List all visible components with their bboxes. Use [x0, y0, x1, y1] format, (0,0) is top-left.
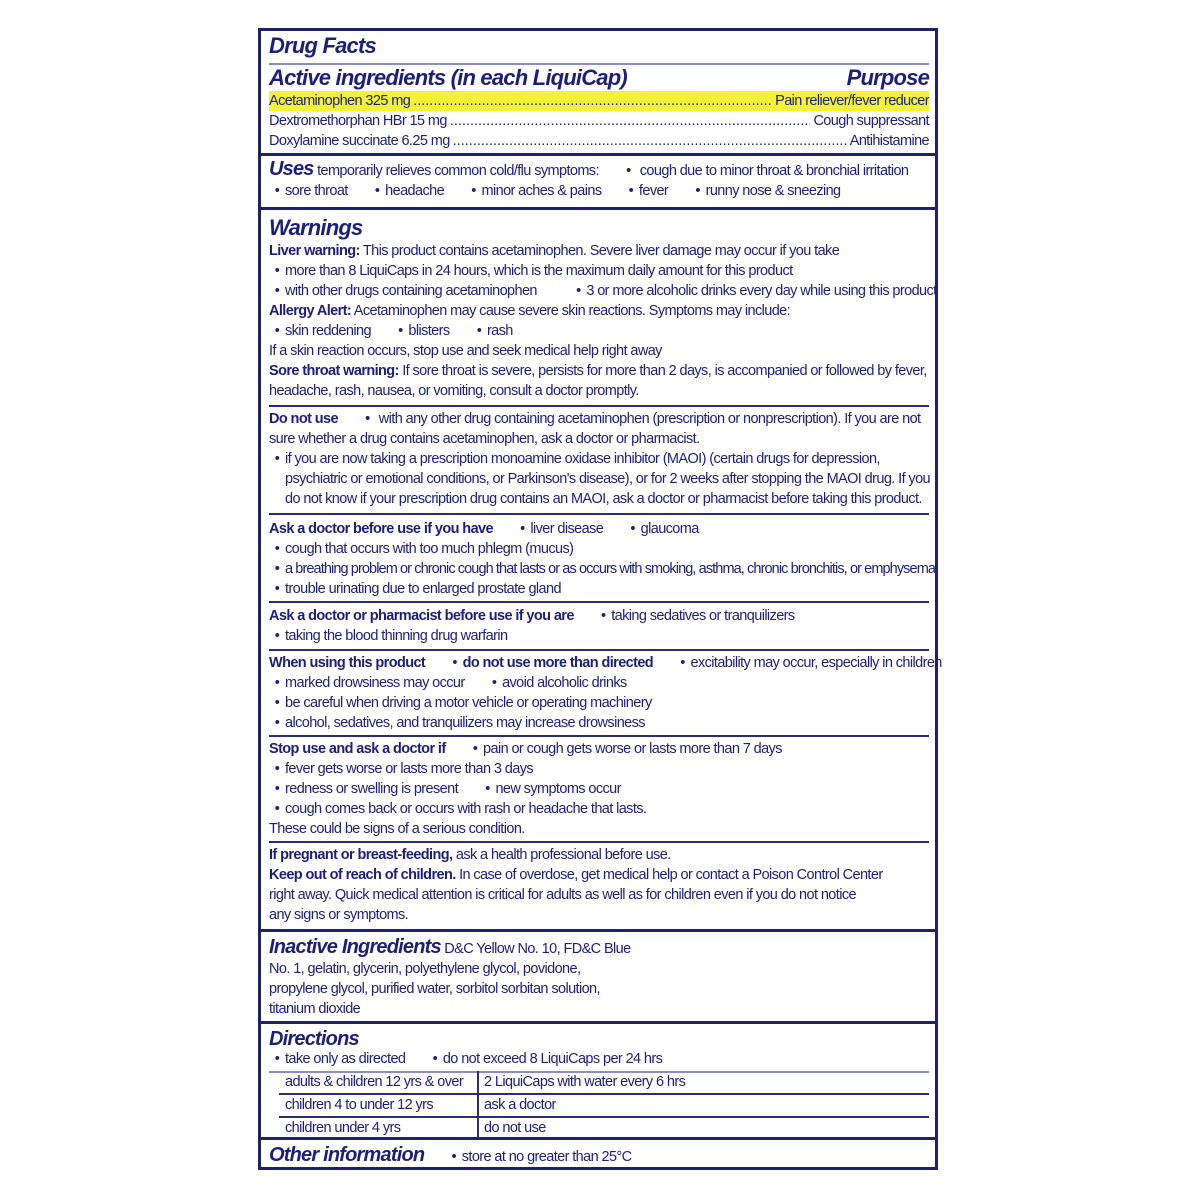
- inactive-line: titanium dioxide: [269, 1001, 361, 1017]
- table-row: [269, 1094, 929, 1116]
- liver-warning: [269, 241, 929, 261]
- bullet-icon: •: [274, 183, 280, 199]
- bullet-icon: •: [476, 323, 482, 339]
- bullet-icon: •: [432, 1051, 438, 1067]
- do-not-use-line: [269, 449, 929, 469]
- when-using-line: [269, 673, 929, 693]
- section-divider: [261, 929, 935, 932]
- direction-item: take only as directed: [285, 1051, 406, 1067]
- allergy-items: [269, 321, 929, 341]
- divider: [269, 841, 929, 843]
- bullet-icon: •: [485, 781, 490, 797]
- allergy-after: If a skin reaction occurs, stop use and seek medical help right away: [269, 343, 662, 359]
- table-cell-age: children under 4 yrs: [285, 1120, 401, 1136]
- ask-doctor-item: trouble urinating due to enlarged prostate gland: [285, 581, 561, 597]
- bullet-icon: •: [274, 561, 280, 577]
- bullet-icon: •: [680, 655, 685, 671]
- leader-dots: [453, 131, 847, 151]
- ask-doctor-item-line: [269, 539, 929, 559]
- directions-heading: Directions: [269, 1028, 359, 1050]
- ask-pharmacist-item: taking the blood thinning drug warfarin: [285, 628, 508, 644]
- ask-doctor: [269, 519, 929, 539]
- divider: [269, 735, 929, 737]
- table-row: [269, 1117, 929, 1139]
- when-using-lead: When using this product: [269, 655, 426, 671]
- sore-throat-warning: [269, 361, 929, 381]
- bullet-icon: •: [576, 283, 581, 299]
- bullet-icon: •: [274, 541, 280, 557]
- directions-items: [269, 1049, 929, 1069]
- allergy-alert: [269, 301, 929, 321]
- keep-out-text: In case of overdose, get medical help or contact a Poison Control Center: [459, 867, 883, 883]
- ask-doctor-item: a breathing problem or chronic cough that lasts or as occurs with smoking, asthma, chronic bronchitis, or emphysema: [285, 561, 936, 577]
- ask-doctor-item-line: [269, 559, 936, 579]
- uses-heading: Uses: [269, 158, 314, 180]
- do-not-use-line: do not know if your prescription drug contains an MAOI, ask a doctor or pharmacist before taking this product.: [285, 491, 922, 507]
- do-not-use: [269, 409, 929, 429]
- inactive-line: No. 1, gelatin, glycerin, polyethylene glycol, povidone,: [269, 961, 581, 977]
- leader-dots: [413, 91, 772, 111]
- bullet-icon: •: [274, 781, 280, 797]
- keep-out-lead: Keep out of reach of children.: [269, 867, 456, 883]
- do-not-use-lead: Do not use: [269, 411, 338, 427]
- divider: [269, 649, 929, 651]
- allergy-item: skin reddening: [285, 323, 371, 339]
- stop-use-line: [269, 779, 929, 799]
- do-not-use-text: if you are now taking a prescription monoamine oxidase inhibitor (MAOI) (certain drugs for depression,: [285, 451, 880, 467]
- table-cell-age: adults & children 12 yrs & over: [285, 1074, 464, 1090]
- active-ingredient-row: [269, 111, 929, 131]
- allergy-alert-lead: Allergy Alert:: [269, 303, 352, 319]
- bullet-icon: •: [601, 608, 606, 624]
- active-ingredients-label: Active ingredients (in each LiquiCap): [269, 65, 627, 90]
- section-divider: [261, 1021, 935, 1024]
- stop-use-line: [269, 759, 929, 779]
- active-ingredient-row: [269, 91, 929, 111]
- inactive-text: D&C Yellow No. 10, FD&C Blue: [444, 941, 631, 957]
- when-using-line: [269, 693, 929, 713]
- stop-use: [269, 739, 929, 759]
- divider: [269, 513, 929, 515]
- uses-line-1: [269, 159, 929, 181]
- stop-use-item: fever gets worse or lasts more than 3 days: [285, 761, 534, 777]
- when-using-item: excitability may occur, especially in children: [690, 655, 942, 671]
- liver-item: [269, 281, 937, 301]
- bullet-icon: •: [274, 695, 280, 711]
- bullet-icon: •: [452, 655, 457, 671]
- ask-doctor-item: cough that occurs with too much phlegm (mucus): [285, 541, 574, 557]
- bullet-icon: •: [274, 628, 280, 644]
- bullet-icon: •: [274, 1051, 280, 1067]
- bullet-icon: •: [398, 323, 403, 339]
- keep-out-line: right away. Quick medical attention is critical for adults as well as for children even if you do not notice: [269, 887, 856, 903]
- when-using-item: be careful when driving a motor vehicle or operating machinery: [285, 695, 652, 711]
- drug-facts-content: [269, 31, 942, 1167]
- ask-pharmacist: [269, 606, 929, 626]
- bullet-icon: •: [274, 451, 280, 467]
- ask-doctor-item: liver disease: [530, 521, 604, 537]
- section-divider: [261, 153, 935, 156]
- use-item: headache: [385, 183, 445, 199]
- bullet-icon: •: [274, 581, 280, 597]
- bullet-icon: •: [630, 521, 635, 537]
- liver-warning-text: This product contains acetaminophen. Severe liver damage may occur if you take: [362, 243, 840, 259]
- drug-facts-panel: [258, 28, 942, 1170]
- uses-line-2: [269, 181, 929, 201]
- use-item: runny nose & sneezing: [705, 183, 841, 199]
- bullet-icon: •: [520, 521, 525, 537]
- use-item: minor aches & pains: [481, 183, 602, 199]
- keep-out-line: any signs or symptoms.: [269, 907, 409, 923]
- sore-throat-lead: Sore throat warning:: [269, 363, 399, 379]
- bullet-icon: •: [274, 715, 280, 731]
- use-item: cough due to minor throat & bronchial irritation: [639, 163, 909, 179]
- direction-item: do not exceed 8 LiquiCaps per 24 hrs: [442, 1051, 663, 1067]
- allergy-alert-text: Acetaminophen may cause severe skin reactions. Symptoms may include:: [353, 303, 791, 319]
- when-using-line: [269, 713, 929, 733]
- ingredient-purpose: Pain reliever/fever reducer: [775, 93, 929, 109]
- sore-throat-text-2: headache, rash, nausea, or vomiting, consult a doctor promptly.: [269, 383, 639, 399]
- section-divider: [261, 207, 935, 210]
- do-not-use-line: sure whether a drug contains acetaminophen, ask a doctor or pharmacist.: [269, 431, 700, 447]
- stop-use-after: These could be signs of a serious condition.: [269, 821, 525, 837]
- bullet-icon: •: [274, 761, 280, 777]
- table-cell-age: children 4 to under 12 yrs: [285, 1097, 434, 1113]
- use-item: fever: [638, 183, 669, 199]
- other-information: [269, 1143, 929, 1169]
- inactive-heading: Inactive Ingredients: [269, 936, 441, 958]
- ingredient-name: Acetaminophen 325 mg: [269, 93, 411, 109]
- ask-pharmacist-lead: Ask a doctor or pharmacist before use if you are: [269, 608, 574, 624]
- ask-pharmacist-item: taking sedatives or tranquilizers: [611, 608, 795, 624]
- when-using-item: marked drowsiness may occur: [285, 675, 465, 691]
- table-cell-dose: do not use: [484, 1120, 546, 1136]
- ingredient-name: Dextromethorphan HBr 15 mg: [269, 113, 447, 129]
- table-cell-dose: 2 LiquiCaps with water every 6 hrs: [484, 1074, 686, 1090]
- stop-use-item: cough comes back or occurs with rash or headache that lasts.: [285, 801, 647, 817]
- stop-use-lead: Stop use and ask a doctor if: [269, 741, 446, 757]
- ask-doctor-item: glaucoma: [640, 521, 699, 537]
- stop-use-item: redness or swelling is present: [285, 781, 459, 797]
- stop-use-item: pain or cough gets worse or lasts more than 7 days: [483, 741, 782, 757]
- ask-doctor-item-line: [269, 579, 929, 599]
- other-information-heading: Other information: [269, 1144, 425, 1166]
- stop-use-item: new symptoms occur: [495, 781, 621, 797]
- pregnant-warning: [269, 845, 929, 865]
- ingredient-purpose: Cough suppressant: [813, 113, 929, 129]
- bullet-icon: •: [274, 263, 280, 279]
- liver-item: [269, 261, 929, 281]
- sore-throat-text: If sore throat is severe, persists for more than 2 days, is accompanied or followed by fever,: [402, 363, 927, 379]
- bullet-icon: •: [695, 183, 700, 199]
- ask-doctor-lead: Ask a doctor before use if you have: [269, 521, 493, 537]
- keep-out-warning: [269, 865, 929, 885]
- table-row: [269, 1071, 929, 1093]
- other-information-item: store at no greater than 25°C: [461, 1149, 632, 1165]
- when-using-item: do not use more than directed: [462, 655, 654, 671]
- ingredient-name: Doxylamine succinate 6.25 mg: [269, 133, 450, 149]
- stop-use-line: [269, 799, 929, 819]
- bullet-icon: •: [274, 283, 280, 299]
- liver-item-text: more than 8 LiquiCaps in 24 hours, which is the maximum daily amount for this product: [285, 263, 793, 279]
- bullet-icon: •: [274, 675, 280, 691]
- liver-item-text: 3 or more alcoholic drinks every day while using this product: [586, 283, 937, 299]
- leader-dots: [450, 111, 811, 131]
- do-not-use-line: psychiatric or emotional conditions, or Parkinson's disease), or for 2 weeks after stopping the MAOI drug. If you: [285, 471, 931, 487]
- table-cell-dose: ask a doctor: [484, 1097, 556, 1113]
- when-using-item: alcohol, sedatives, and tranquilizers may increase drowsiness: [285, 715, 645, 731]
- allergy-item: rash: [486, 323, 513, 339]
- inactive-ingredients: [269, 935, 929, 961]
- bullet-icon: •: [374, 183, 380, 199]
- bullet-icon: •: [628, 183, 634, 199]
- bullet-icon: •: [471, 183, 476, 199]
- purpose-heading: Purpose: [846, 65, 929, 90]
- divider: [269, 601, 929, 603]
- use-item: sore throat: [285, 183, 348, 199]
- active-ingredient-row: [269, 131, 929, 151]
- liver-item-text: with other drugs containing acetaminophen: [285, 283, 537, 299]
- drug-facts-title: Drug Facts: [269, 33, 376, 58]
- liver-warning-lead: Liver warning:: [269, 243, 360, 259]
- uses-intro: temporarily relieves common cold/flu symptoms:: [317, 163, 599, 179]
- warnings-heading: Warnings: [269, 215, 363, 240]
- allergy-item: blisters: [408, 323, 450, 339]
- bullet-icon: •: [274, 801, 280, 817]
- bullet-icon: •: [365, 411, 370, 427]
- ask-pharmacist-item-line: [269, 626, 929, 646]
- bullet-icon: •: [491, 675, 497, 691]
- inactive-line: propylene glycol, purified water, sorbitol sorbitan solution,: [269, 981, 600, 997]
- when-using: [269, 653, 942, 673]
- divider: [269, 405, 929, 407]
- pregnant-lead: If pregnant or breast-feeding,: [269, 847, 453, 863]
- when-using-item: avoid alcoholic drinks: [502, 675, 627, 691]
- bullet-icon: •: [472, 741, 478, 757]
- pregnant-text: ask a health professional before use.: [455, 847, 671, 863]
- bullet-icon: •: [451, 1149, 456, 1165]
- do-not-use-text: with any other drug containing acetaminophen (prescription or nonprescription). If you are not: [378, 411, 921, 427]
- bullet-icon: •: [626, 163, 631, 179]
- section-divider: [261, 1137, 935, 1140]
- ingredient-purpose: Antihistamine: [849, 133, 929, 149]
- bullet-icon: •: [274, 323, 280, 339]
